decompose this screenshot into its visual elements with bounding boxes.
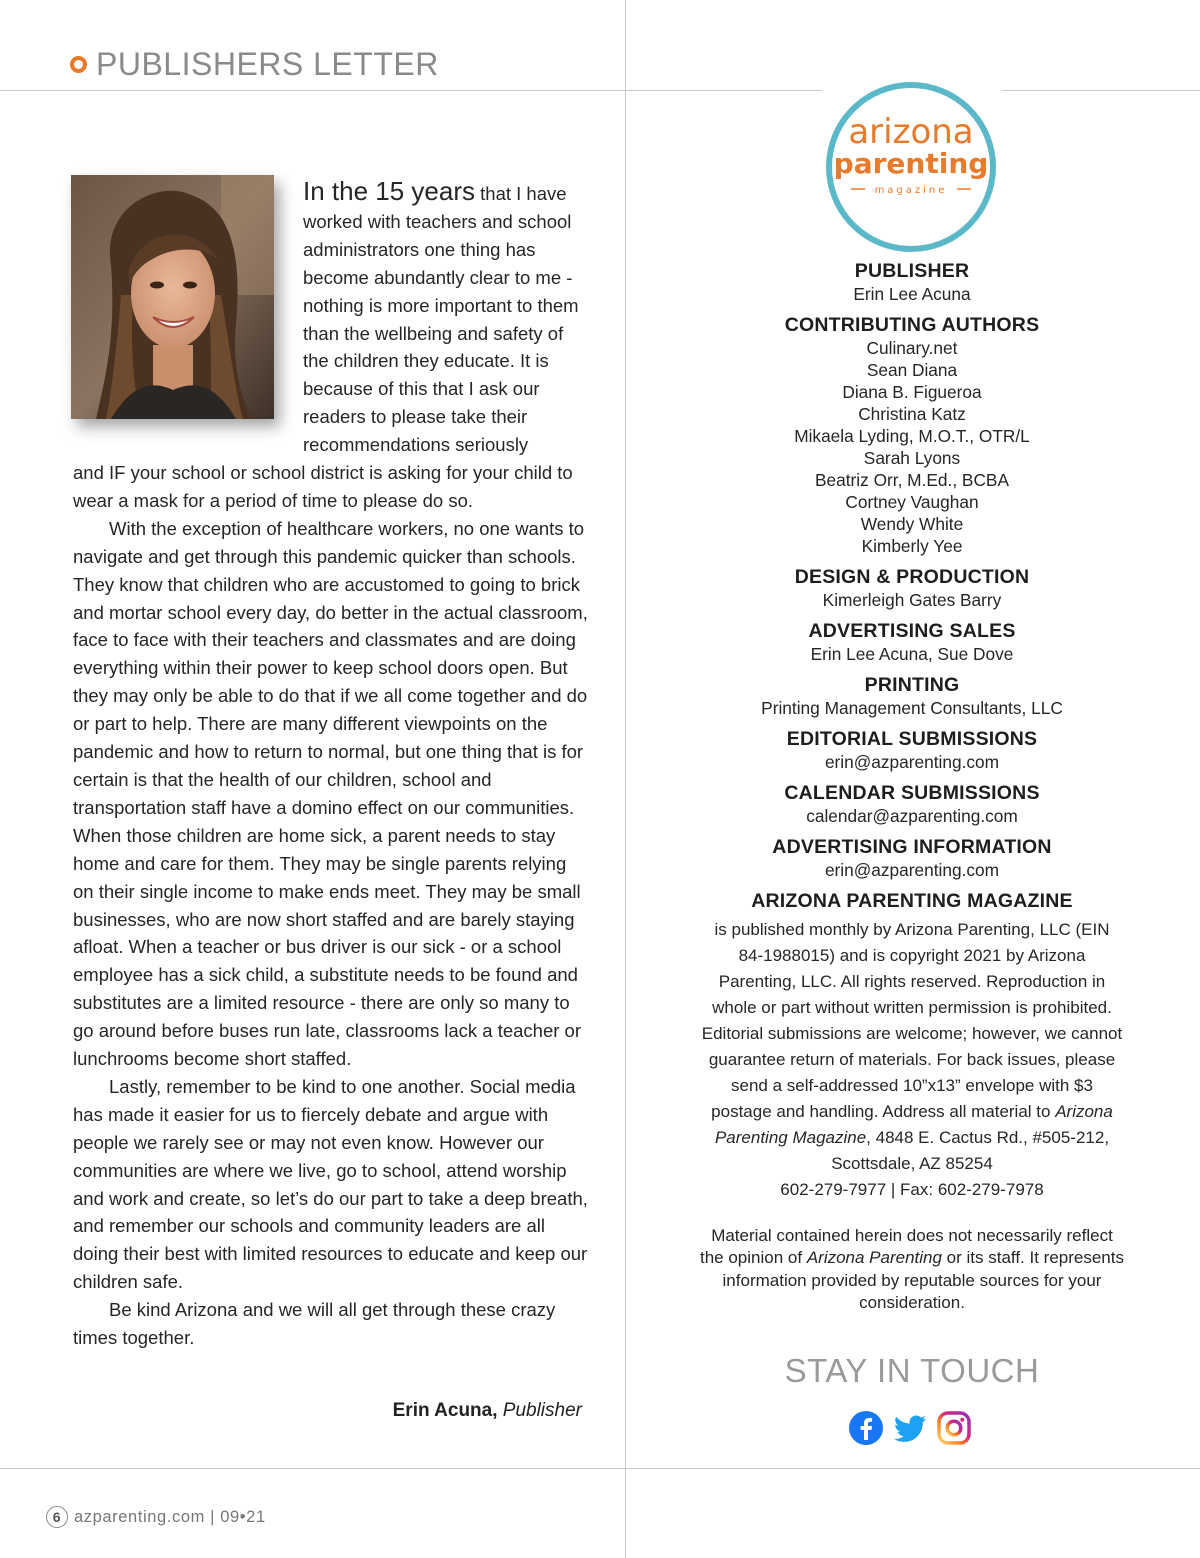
portrait-image (71, 175, 274, 419)
letter-lead-text: that I have worked with teachers and school administrators one thing has become abundantly clear to me - nothing is more important to them than the wellbeing and safety of the children they educate. It is because of this that I ask our readers to please take their recommendations seriously (303, 183, 579, 456)
author-name: Beatriz Orr, M.Ed., BCBA (815, 470, 1009, 490)
author-name: Wendy White (860, 514, 964, 534)
masthead-publisher (700, 260, 1124, 305)
printing-name: Printing Management Consultants, LLC (761, 698, 1063, 718)
disclaimer-text-b: or its staff. It represents information provided by reputable sources for your consideration. (722, 1248, 1124, 1312)
section-header (70, 46, 439, 83)
publisher-photo (71, 175, 274, 419)
stay-in-touch-heading: STAY IN TOUCH (784, 1352, 1040, 1389)
author-name: Sarah Lyons (863, 448, 961, 468)
header-rule-right (626, 90, 822, 91)
footer-site-date: azparenting.com | 09•21 (74, 1507, 266, 1526)
letter-signature (300, 1400, 582, 1422)
phone-fax: 602-279-7977 | Fax: 602-279-7978 (780, 1180, 1044, 1199)
letter-lead-continued: and IF your school or school district is asking for your child to wear a mask for a period of time to please do so. (73, 462, 573, 511)
masthead (700, 260, 1124, 1323)
sales-names: Erin Lee Acuna, Sue Dove (810, 644, 1014, 664)
letter-paragraph-2: With the exception of healthcare workers, no one wants to navigate and get through this pandemic quicker than schools. They know that children who are accustomed to going to brick and mortar school every day, do better in the actual classroom, face to face with their teachers and classmates and are doing everything within their power to keep school doors open. But they may only be able to do that if we all come together and do or part to help. There are many different viewpoints on the pandemic and how to return to normal, but one thing that is for certain is that the health of our children, school and transportation staff have a domino effect on our communities. When those children are home sick, a parent needs to stay home and care for them. They may be single parents relying on their single income to make ends meet. They may be small businesses, who are now short staffed and are barely staying afloat. When a teacher or bus driver is our sick - or a school employee has a sick child, a substitute needs to be found and substitutes are a limited resource - there are only so many to go around before buses run late, classrooms lack a teacher or lunchrooms become short staffed. (73, 517, 588, 1070)
disclaimer (700, 1225, 1124, 1314)
masthead-authors (700, 314, 1124, 557)
masthead-printing (700, 674, 1124, 719)
disclaimer-text-a: Material contained herein does not necessarily reflect the opinion of (700, 1226, 1113, 1268)
letter-lead-phrase: In the 15 years (303, 176, 475, 206)
adinfo-email-link[interactable]: erin@azparenting.com (824, 860, 1000, 880)
bullet-icon (70, 56, 87, 73)
publisher-heading: PUBLISHER (854, 260, 970, 282)
signature-title: Publisher (502, 1400, 582, 1421)
design-heading: DESIGN & PRODUCTION (794, 566, 1030, 588)
author-name: Culinary.net (866, 338, 958, 358)
masthead-adinfo (700, 836, 1124, 881)
masthead-calendar (700, 782, 1124, 827)
masthead-sales (700, 620, 1124, 665)
author-name: Cortney Vaughan (845, 492, 979, 512)
masthead-editorial (700, 728, 1124, 773)
calendar-heading: CALENDAR SUBMISSIONS (784, 782, 1040, 804)
page-number: 6 (46, 1506, 68, 1528)
page-footer (46, 1506, 266, 1528)
masthead-magazine (700, 890, 1124, 1314)
author-name: Diana B. Figueroa (842, 382, 982, 402)
section-title: PUBLISHERS LETTER (96, 46, 439, 82)
author-name: Sean Diana (866, 360, 958, 380)
magazine-body: is published monthly by Arizona Parenting, LLC (EIN 84-1988015) and is copyright 2021 by Arizona Parenting, LLC. All rights reserved. Reproduction in whole or part without written permission is prohibited. Editorial submissions are welcome; however, we cannot guarantee return of materials. For back issues, please send a self-addressed 10”x13” envelope with $3 postage and handling. (701, 920, 1123, 1121)
adinfo-heading: ADVERTISING INFORMATION (772, 836, 1052, 858)
letter-paragraph-4: Be kind Arizona and we will all get through these crazy times together. (73, 1299, 556, 1349)
signature-name: Erin Acuna, (392, 1400, 498, 1421)
author-name: Kimberly Yee (861, 536, 963, 556)
column-divider (625, 0, 626, 1558)
calendar-email-link[interactable]: calendar@azparenting.com (806, 806, 1018, 826)
author-name: Christina Katz (858, 404, 966, 424)
header-rule-right-end (1002, 90, 1200, 91)
magazine-info (700, 917, 1124, 1203)
address-magazine-name: Arizona Parenting Magazine (714, 1102, 1113, 1147)
header-rule (0, 90, 625, 91)
editorial-heading: EDITORIAL SUBMISSIONS (786, 728, 1038, 750)
twitter-icon[interactable] (892, 1410, 928, 1446)
facebook-icon[interactable] (848, 1410, 884, 1446)
printing-heading: PRINTING (864, 674, 960, 696)
logo-word-arizona: arizona (848, 112, 974, 152)
logo-word-parenting: parenting (833, 147, 989, 180)
publisher-name: Erin Lee Acuna (853, 284, 971, 304)
instagram-icon[interactable] (936, 1410, 972, 1446)
authors-heading: CONTRIBUTING AUTHORS (784, 314, 1040, 336)
social-icons (848, 1410, 972, 1446)
editorial-email-link[interactable]: erin@azparenting.com (824, 752, 1000, 772)
letter-intro (303, 178, 588, 459)
author-name: Mikaela Lyding, M.O.T., OTR/L (794, 426, 1030, 446)
arizona-parenting-logo (825, 81, 997, 253)
address-suffix: , 4848 E. Cactus Rd., #505-212, Scottsdale, AZ 85254 (831, 1128, 1110, 1173)
address-prefix: Address all material to (882, 1102, 1056, 1121)
magazine-heading: ARIZONA PARENTING MAGAZINE (751, 890, 1073, 912)
sales-heading: ADVERTISING SALES (808, 620, 1016, 642)
footer-rule (0, 1468, 1200, 1469)
design-name: Kimerleigh Gates Barry (822, 590, 1002, 610)
disclaimer-magazine: Arizona Parenting (806, 1248, 942, 1268)
masthead-design (700, 566, 1124, 611)
logo-word-magazine: magazine (874, 185, 948, 196)
letter-paragraph-3: Lastly, remember to be kind to one another. Social media has made it easier for us to fiercely debate and argue with people we rarely see or may not even know. However our communities are where we live, go to school, attend worship and work and create, so let’s do our part to take a deep breath, and remember our schools and community leaders are all doing their best with limited resources to educate and keep our children safe. (73, 1075, 588, 1293)
letter-body (73, 459, 588, 1352)
logo-badge (825, 81, 997, 253)
